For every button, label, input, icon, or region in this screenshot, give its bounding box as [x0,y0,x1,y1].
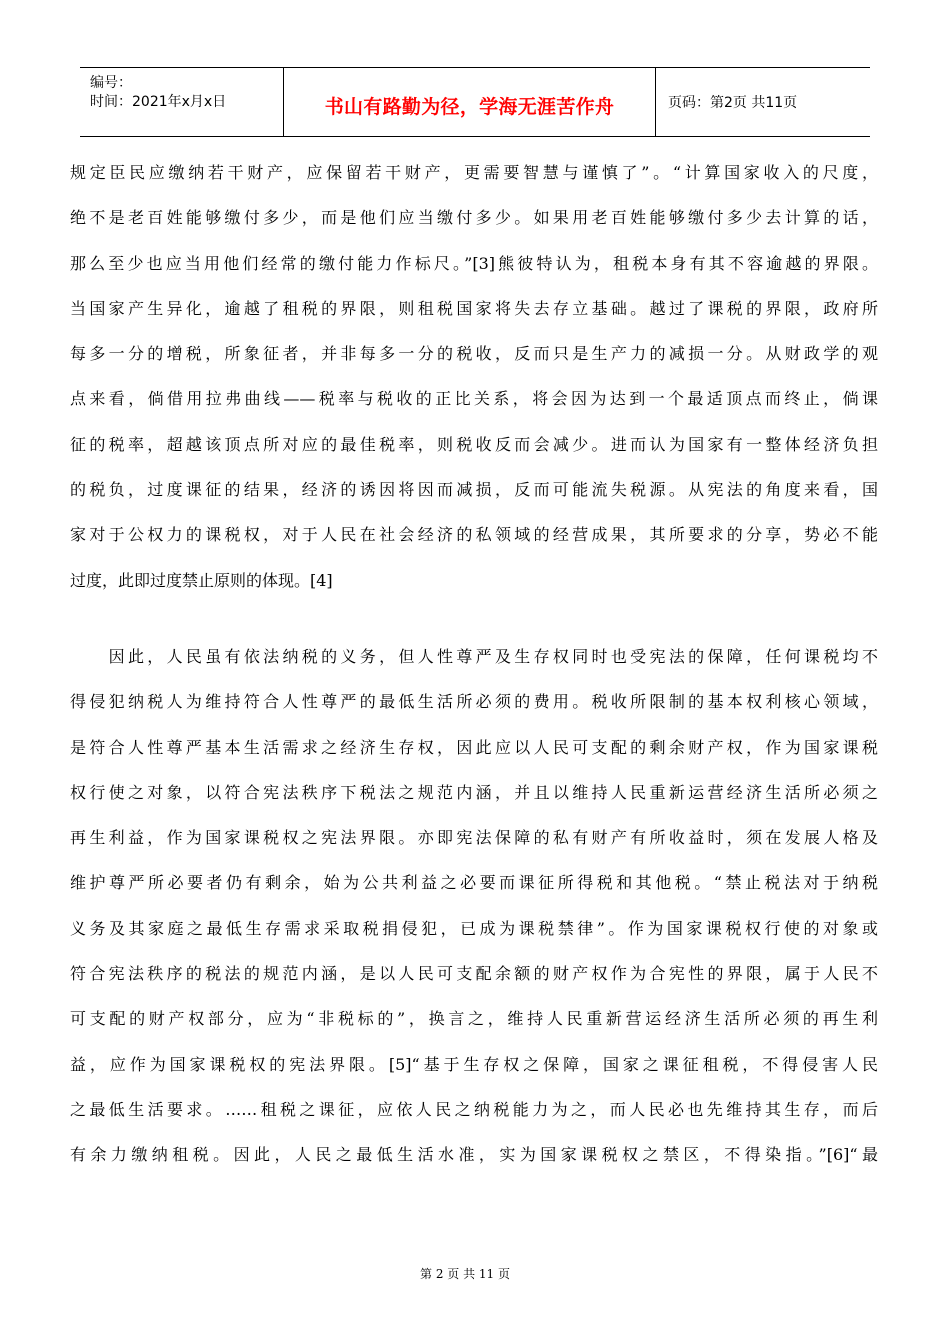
text-line: 再生利益，作为国家课税权之宪法界限。亦即宪法保障的私有财产有所收益时，须在发展人格及 [70,828,878,848]
text-line: 益，应作为国家课税权的宪法界限。[5]“基于生存权之保障，国家之课征租税，不得侵害人民 [70,1054,878,1074]
text-line: 可支配的财产权部分，应为“非税标的”，换言之，维持人民重新营运经济生活所必须的再生利 [70,1009,878,1029]
text-line: 过度，此即过度禁止原则的体现。[4] [70,570,333,590]
paragraph-gap [70,603,878,634]
text-line: 当国家产生异化，逾越了租税的界限，则租税国家将失去存立基础。越过了课税的界限，政府所 [70,298,878,318]
header-motto: 书山有路勤为径，学海无涯苦作舟 [283,68,656,136]
text-line: 那么至少也应当用他们经常的缴付能力作标尺。”[3]熊彼特认为，租税本身有其不容逾越的界限。 [70,253,878,273]
header-page-label: 页码：第2页 共11页 [668,95,798,111]
paragraph [70,150,878,603]
text-line: 因此，人民虽有依法纳税的义务，但人性尊严及生存权同时也受宪法的保障，任何课税均不 [70,646,878,666]
document-number-label: 编号： [90,75,132,91]
text-line: 之最低生活要求。……租税之课征，应依人民之纳税能力为之，而人民必也先维持其生存，而后 [70,1099,878,1119]
text-line: 家对于公权力的课税权，对于人民在社会经济的私领域的经营成果，其所要求的分享，势必不能 [70,525,878,545]
document-date-label: 时间：2021年x月x日 [90,94,227,110]
text-line: 绝不是老百姓能够缴付多少，而是他们应当缴付多少。如果用老百姓能够缴付多少去计算的话， [70,208,878,228]
text-line: 征的税率，超越该顶点所对应的最佳税率，则税收反而会减少。进而认为国家有一整体经济负担 [70,434,878,454]
page-footer: 第 2 页 共 11 页 [420,1267,510,1281]
text-line: 是符合人性尊严基本生活需求之经济生存权，因此应以人民可支配的剩余财产权，作为国家课税 [70,737,878,757]
page-header [80,67,870,137]
header-meta [80,68,283,136]
text-line: 义务及其家庭之最低生存需求采取税捐侵犯，已成为课税禁律”。作为国家课税权行使的对象或 [70,918,878,938]
text-line: 得侵犯纳税人为维持符合人性尊严的最低生活所必须的费用。税收所限制的基本权利核心领域， [70,692,878,712]
text-line: 每多一分的增税，所象征者，并非每多一分的税收，反而只是生产力的减损一分。从财政学的观 [70,344,878,364]
text-line: 点来看，倘借用拉弗曲线——税率与税收的正比关系，将会因为达到一个最适顶点而终止，倘课 [70,389,878,409]
document-body [70,150,878,1178]
text-line: 的税负，过度课征的结果，经济的诱因将因而减损，反而可能流失税源。从宪法的角度来看，国 [70,480,878,500]
text-line: 维护尊严所必要者仍有剩余，始为公共利益之必要而课征所得税和其他税。“禁止税法对于纳税 [70,873,878,893]
text-line: 有余力缴纳租税。因此，人民之最低生活水准，实为国家课税权之禁区，不得染指。”[6]“最 [70,1145,878,1165]
text-line: 规定臣民应缴纳若干财产，应保留若干财产，更需要智慧与谨慎了”。“计算国家收入的尺度， [70,163,878,182]
text-line: 权行使之对象，以符合宪法秩序下税法之规范内涵，并且以维持人民重新运营经济生活所必须之 [70,782,878,802]
paragraph [70,634,878,1178]
text-line: 符合宪法秩序的税法的规范内涵，是以人民可支配余额的财产权作为合宪性的界限，属于人民不 [70,964,878,984]
